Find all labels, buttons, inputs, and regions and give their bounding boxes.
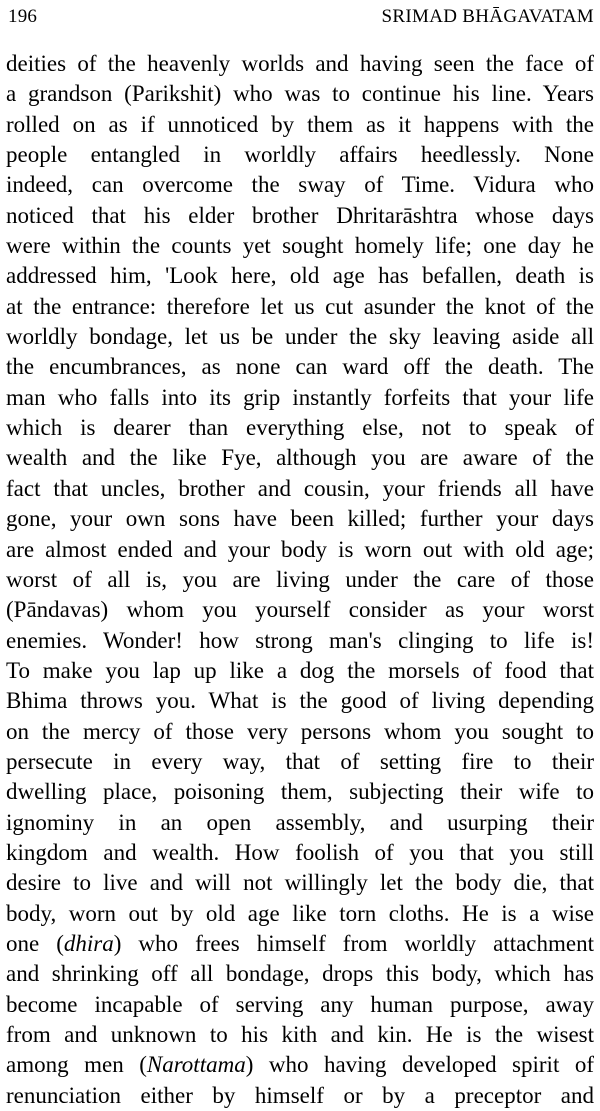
text-line: renunciation either by himself or by a preceptor and — [6, 1082, 594, 1108]
text-line: a grandson (Parikshit) who was to continue his line. Years — [6, 81, 594, 107]
text-line: indeed, can overcome the sway of Time. Vidura who — [6, 172, 594, 198]
text-line: enemies. Wonder! how strong man's clinging to life is! — [6, 627, 594, 653]
text-line: ignominy in an open assembly, and usurping their — [6, 809, 594, 835]
text-line: on the mercy of those very persons whom you sought to — [6, 718, 594, 744]
running-head: SRIMAD BHĀGAVATAM — [381, 6, 594, 27]
text-line: people entangled in worldly affairs heedlessly. None — [6, 142, 594, 168]
text-line: were within the counts yet sought homely life; one day he — [6, 233, 594, 259]
text-line: from and unknown to his kith and kin. He is the wisest — [6, 1022, 594, 1047]
text-line: To make you lap up like a dog the morsels of food that — [6, 657, 594, 683]
text-line: fact that uncles, brother and cousin, your friends all have — [6, 475, 594, 501]
text-segment: one ( — [6, 930, 64, 956]
text-line: rolled on as if unnoticed by them as it happens with the — [6, 111, 594, 137]
text-line-with-italic — [6, 1050, 594, 1080]
text-line: addressed him, 'Look here, old age has befallen, death is — [6, 263, 594, 289]
text-line: at the entrance: therefore let us cut asunder the knot of the — [6, 293, 594, 319]
text-line: and shrinking off all bondage, drops this body, which has — [6, 961, 594, 987]
text-line: worst of all is, you are living under the care of those — [6, 566, 594, 592]
text-line: are almost ended and your body is worn out with old age; — [6, 536, 594, 562]
page-number: 196 — [8, 6, 38, 27]
text-line: worldly bondage, let us be under the sky leaving aside all — [6, 324, 594, 350]
text-line: deities of the heavenly worlds and having seen the face of — [6, 51, 594, 76]
text-line: become incapable of serving any human purpose, away — [6, 991, 594, 1017]
text-line: gone, your own sons have been killed; further your days — [6, 506, 594, 532]
text-line: wealth and the like Fye, although you are aware of the — [6, 445, 594, 471]
text-line: kingdom and wealth. How foolish of you that you still — [6, 839, 594, 865]
text-line: which is dearer than everything else, not to speak of — [6, 415, 594, 441]
text-line-with-italic — [6, 929, 594, 959]
text-segment: among men ( — [6, 1052, 147, 1078]
text-segment: ) who having developed spirit of — [245, 1052, 594, 1078]
text-segment: ) who frees himself from worldly attachment — [113, 930, 594, 956]
text-line: Bhima throws you. What is the good of living depending — [6, 688, 594, 714]
text-line: persecute in every way, that of setting fire to their — [6, 748, 594, 774]
text-line: (Pāndavas) whom you yourself consider as your worst — [6, 597, 594, 623]
italic-term: Narottama — [146, 1052, 246, 1078]
italic-term: dhira — [63, 930, 114, 956]
text-line: dwelling place, poisoning them, subjecting their wife to — [6, 779, 594, 805]
text-line: the encumbrances, as none can ward off the death. The — [6, 354, 594, 380]
text-line: noticed that his elder brother Dhritarāshtra whose days — [6, 202, 594, 228]
text-line: body, worn out by old age like torn cloths. He is a wise — [6, 900, 594, 926]
page-header — [0, 6, 600, 32]
body-text — [6, 49, 594, 1111]
text-line: man who falls into its grip instantly forfeits that your life — [6, 384, 594, 410]
text-line: desire to live and will not willingly let the body die, that — [6, 870, 594, 896]
